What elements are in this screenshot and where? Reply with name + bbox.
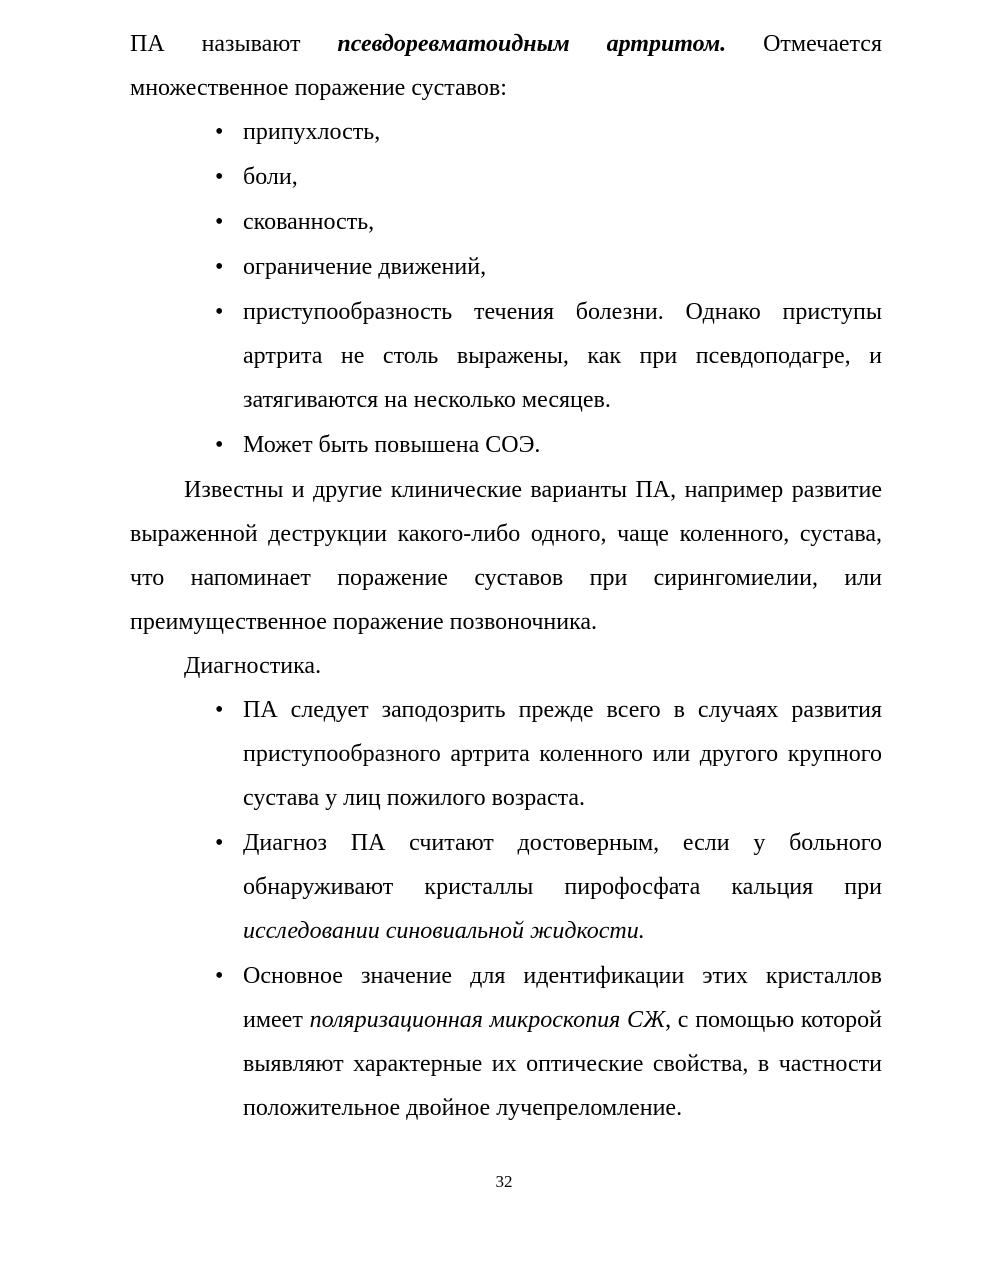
symptom-list: [130, 110, 882, 467]
italic-term: исследовании синовиальной жидкости.: [243, 918, 645, 944]
document-page: [130, 22, 882, 1131]
diagnostics-heading: Диагностика.: [184, 653, 322, 679]
intro-emphasis: псевдоревматоидным артритом.: [337, 31, 727, 57]
bullet-icon: •: [215, 254, 224, 280]
bullet-icon: •: [215, 164, 224, 190]
intro-text-start: ПА называют: [130, 31, 338, 57]
variants-paragraph: Известны и другие клинические варианты ПА, например развитие выраженной деструкции какого-либо одного, чаще коленного, сустава, что напоминает поражение суставов при сирингомиелии, или преимущественное поражение позвоночника.: [130, 477, 882, 635]
bullet-icon: •: [215, 209, 224, 235]
intro-paragraph: [130, 22, 882, 110]
bullet-icon: •: [215, 432, 224, 458]
bullet-icon: •: [215, 697, 224, 723]
bullet-icon: •: [215, 119, 224, 145]
list-item: • скованность,: [243, 200, 882, 244]
list-item: • боли,: [243, 155, 882, 199]
intro-text-end: Отмечается множественное поражение суставов:: [130, 31, 882, 101]
page-number: 32: [495, 1172, 513, 1191]
list-item: • ПА следует заподозрить прежде всего в случаях развития приступообразного артрита коленного или другого крупного сустава у лиц пожилого возраста.: [243, 688, 882, 820]
bullet-icon: •: [215, 963, 224, 989]
list-item: • приступообразность течения болезни. Однако приступы артрита не столь выражены, как при псевдоподагре, и затягиваются на несколько месяцев.: [243, 290, 882, 422]
list-item: • ограничение движений,: [243, 245, 882, 289]
list-item: • припухлость,: [243, 110, 882, 154]
list-item: • Может быть повышена СОЭ.: [243, 423, 882, 467]
diagnostics-list: [130, 688, 882, 1130]
list-item: • Основное значение для идентификации этих кристаллов имеет поляризационная микроскопия СЖ, с помощью которой выявляют характерные их оптические свойства, в частности положительное двойное лучепреломление.: [243, 954, 882, 1130]
italic-term: поляризационная микроскопия СЖ: [309, 1007, 666, 1033]
bullet-icon: •: [215, 299, 224, 325]
bullet-icon: •: [215, 830, 224, 856]
list-item: • Диагноз ПА считают достоверным, если у больного обнаруживают кристаллы пирофосфата кальция при исследовании синовиальной жидкости.: [243, 821, 882, 953]
